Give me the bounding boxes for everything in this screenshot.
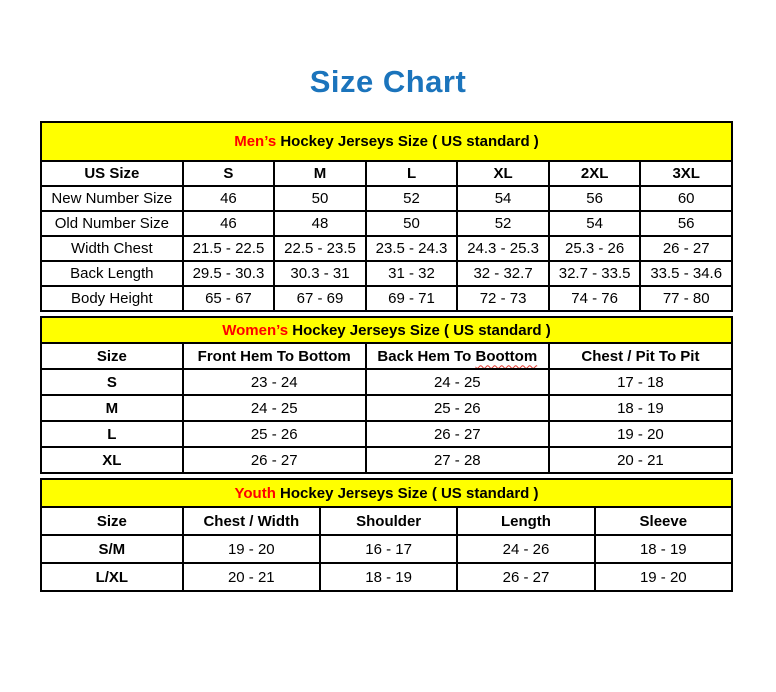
mens-section-header-row <box>41 122 732 161</box>
youth-section-header <box>41 479 732 507</box>
cell: 54 <box>549 211 641 236</box>
youth-column-header-row <box>41 507 732 535</box>
column-header: S <box>183 161 275 186</box>
cell: 16 - 17 <box>320 535 457 563</box>
misspelled-word: Boottom <box>475 347 538 365</box>
table-row <box>41 236 732 261</box>
mens-heading-rest: Hockey Jerseys Size ( US standard ) <box>276 133 539 150</box>
row-label: S/M <box>41 535 183 563</box>
table-row <box>41 211 732 236</box>
womens-column-header-row <box>41 343 732 369</box>
cell: 24 - 26 <box>457 535 594 563</box>
row-label: Body Height <box>41 286 183 311</box>
column-header: Size <box>41 507 183 535</box>
cell: 18 - 19 <box>320 563 457 591</box>
table-row <box>41 369 732 395</box>
cell: 65 - 67 <box>183 286 275 311</box>
row-label: Back Length <box>41 261 183 286</box>
youth-heading-highlight: Youth <box>234 484 276 502</box>
back-hem-prefix: Back Hem To <box>377 347 476 365</box>
cell: 26 - 27 <box>457 563 594 591</box>
cell: 32.7 - 33.5 <box>549 261 641 286</box>
cell: 27 - 28 <box>366 447 549 473</box>
cell: 46 <box>183 186 275 211</box>
mens-section-header <box>41 122 732 161</box>
cell: 23 - 24 <box>183 369 366 395</box>
cell: 67 - 69 <box>274 286 366 311</box>
table-row <box>41 447 732 473</box>
table-row <box>41 186 732 211</box>
cell: 54 <box>457 186 549 211</box>
table-row <box>41 286 732 311</box>
column-header: Shoulder <box>320 507 457 535</box>
cell: 56 <box>640 211 732 236</box>
column-header: 3XL <box>640 161 732 186</box>
cell: 60 <box>640 186 732 211</box>
cell: 25 - 26 <box>183 421 366 447</box>
youth-size-table <box>40 478 733 592</box>
cell: 32 - 32.7 <box>457 261 549 286</box>
cell: 31 - 32 <box>366 261 458 286</box>
cell: 26 - 27 <box>640 236 732 261</box>
row-label: XL <box>41 447 183 473</box>
cell: 20 - 21 <box>549 447 732 473</box>
cell: 21.5 - 22.5 <box>183 236 275 261</box>
row-label: L <box>41 421 183 447</box>
cell: 24 - 25 <box>366 369 549 395</box>
cell: 52 <box>457 211 549 236</box>
cell: 20 - 21 <box>183 563 320 591</box>
column-header: 2XL <box>549 161 641 186</box>
cell: 46 <box>183 211 275 236</box>
cell: 18 - 19 <box>595 535 732 563</box>
column-header: XL <box>457 161 549 186</box>
row-label: S <box>41 369 183 395</box>
row-label: New Number Size <box>41 186 183 211</box>
cell: 22.5 - 23.5 <box>274 236 366 261</box>
cell: 19 - 20 <box>183 535 320 563</box>
cell: 25.3 - 26 <box>549 236 641 261</box>
youth-section-header-row <box>41 479 732 507</box>
mens-column-header-row <box>41 161 732 186</box>
cell: 69 - 71 <box>366 286 458 311</box>
cell: 72 - 73 <box>457 286 549 311</box>
cell: 25 - 26 <box>366 395 549 421</box>
youth-heading-rest: Hockey Jerseys Size ( US standard ) <box>275 484 539 502</box>
column-header: US Size <box>41 161 183 186</box>
table-row <box>41 261 732 286</box>
row-label: L/XL <box>41 563 183 591</box>
mens-heading-highlight: Men’s <box>234 133 277 150</box>
row-label: M <box>41 395 183 421</box>
column-header-back-hem <box>366 343 549 369</box>
column-header: Sleeve <box>595 507 732 535</box>
cell: 18 - 19 <box>549 395 732 421</box>
cell: 26 - 27 <box>366 421 549 447</box>
womens-section-header-row <box>41 317 732 343</box>
cell: 56 <box>549 186 641 211</box>
table-row <box>41 421 732 447</box>
row-label: Width Chest <box>41 236 183 261</box>
womens-heading-rest: Hockey Jerseys Size ( US standard ) <box>288 321 551 339</box>
womens-section-header <box>41 317 732 343</box>
cell: 24.3 - 25.3 <box>457 236 549 261</box>
cell: 19 - 20 <box>595 563 732 591</box>
column-header: Front Hem To Bottom <box>183 343 366 369</box>
cell: 24 - 25 <box>183 395 366 421</box>
cell: 52 <box>366 186 458 211</box>
column-header: Length <box>457 507 594 535</box>
column-header: M <box>274 161 366 186</box>
womens-heading-highlight: Women’s <box>222 321 289 339</box>
table-row <box>41 535 732 563</box>
table-row <box>41 395 732 421</box>
cell: 77 - 80 <box>640 286 732 311</box>
cell: 30.3 - 31 <box>274 261 366 286</box>
cell: 74 - 76 <box>549 286 641 311</box>
column-header: L <box>366 161 458 186</box>
cell: 19 - 20 <box>549 421 732 447</box>
womens-size-table <box>40 316 733 474</box>
cell: 33.5 - 34.6 <box>640 261 732 286</box>
column-header: Chest / Pit To Pit <box>549 343 732 369</box>
column-header: Chest / Width <box>183 507 320 535</box>
size-chart <box>40 121 733 596</box>
column-header: Size <box>41 343 183 369</box>
cell: 50 <box>366 211 458 236</box>
cell: 48 <box>274 211 366 236</box>
cell: 26 - 27 <box>183 447 366 473</box>
table-row <box>41 563 732 591</box>
cell: 23.5 - 24.3 <box>366 236 458 261</box>
mens-size-table <box>40 121 733 312</box>
cell: 17 - 18 <box>549 369 732 395</box>
cell: 50 <box>274 186 366 211</box>
row-label: Old Number Size <box>41 211 183 236</box>
page-title: Size Chart <box>309 64 467 99</box>
cell: 29.5 - 30.3 <box>183 261 275 286</box>
